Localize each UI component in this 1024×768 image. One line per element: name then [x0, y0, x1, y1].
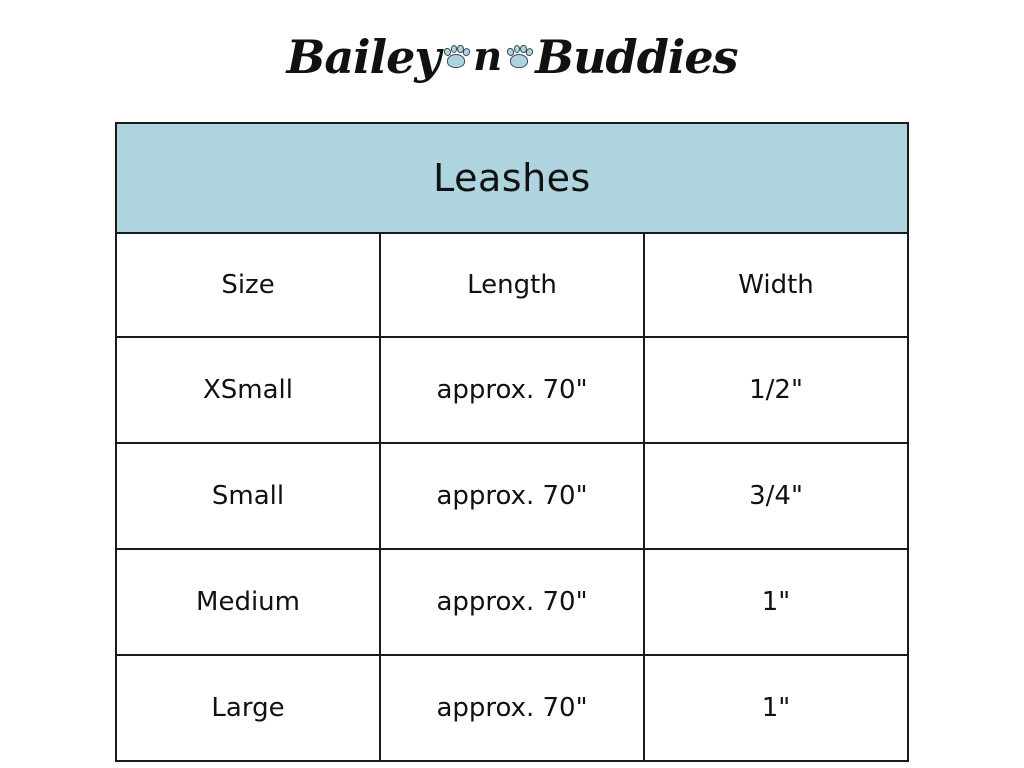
cell-size: Small — [116, 443, 380, 549]
cell-width: 3/4" — [644, 443, 908, 549]
table-row — [116, 549, 908, 655]
cell-length: approx. 70" — [380, 655, 644, 761]
paw-print-icon — [443, 44, 469, 70]
cell-width: 1/2" — [644, 337, 908, 443]
cell-width: 1" — [644, 549, 908, 655]
leash-size-table — [115, 122, 909, 762]
column-header-width: Width — [644, 233, 908, 337]
table-row — [116, 655, 908, 761]
cell-length: approx. 70" — [380, 337, 644, 443]
brand-word-left: Bailey — [286, 30, 441, 84]
size-table-container — [115, 122, 909, 762]
table-row — [116, 337, 908, 443]
table-header-row — [116, 233, 908, 337]
column-header-length: Length — [380, 233, 644, 337]
cell-size: XSmall — [116, 337, 380, 443]
brand-word-middle: n — [473, 33, 503, 80]
brand-logo — [0, 18, 1024, 96]
cell-size: Large — [116, 655, 380, 761]
cell-width: 1" — [644, 655, 908, 761]
table-title: Leashes — [116, 123, 908, 233]
paw-print-icon — [506, 44, 532, 70]
table-title-row — [116, 123, 908, 233]
cell-size: Medium — [116, 549, 380, 655]
cell-length: approx. 70" — [380, 443, 644, 549]
table-row — [116, 443, 908, 549]
cell-length: approx. 70" — [380, 549, 644, 655]
column-header-size: Size — [116, 233, 380, 337]
brand-word-right: Buddies — [535, 30, 738, 84]
